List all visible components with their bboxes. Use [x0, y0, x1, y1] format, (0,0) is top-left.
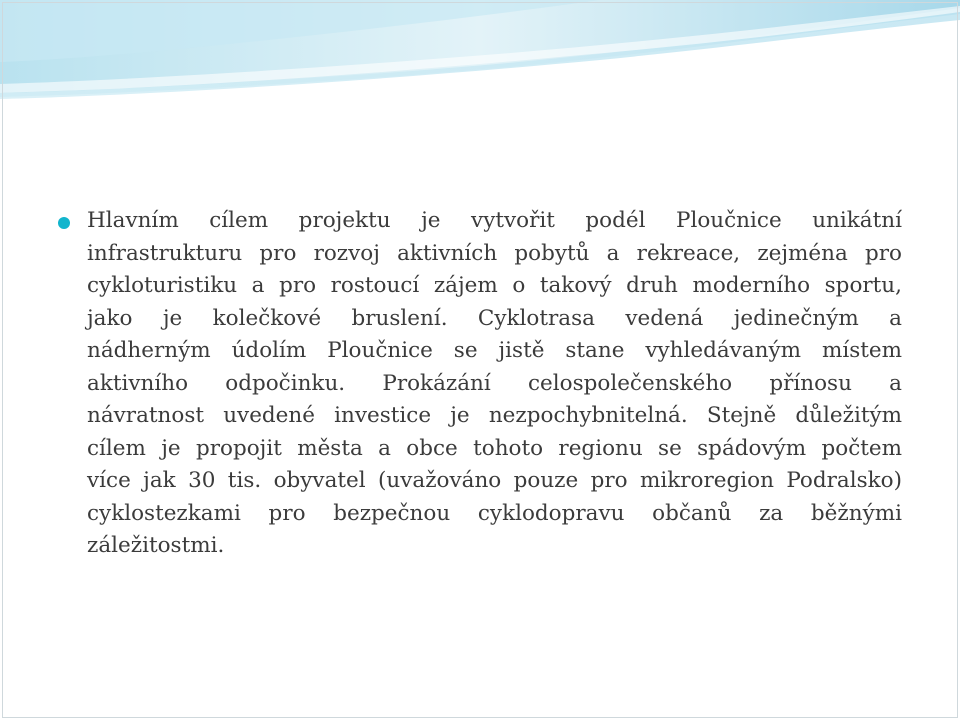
- paragraph-line: nádherným údolím Ploučnice se jistě stane vyhledávaným místem: [87, 338, 902, 363]
- paragraph-line: cykloturistiku a pro rostoucí zájem o takový druh moderního sportu,: [87, 273, 902, 298]
- paragraph-line: cyklostezkami pro bezpečnou cyklodopravu občanů za běžnými: [87, 500, 902, 526]
- paragraph-line: více jak 30 tis. obyvatel (uvažováno pouze pro mikroregion Podralsko): [87, 468, 902, 493]
- paragraph-line: infrastrukturu pro rozvoj aktivních pobytů a rekreace, zejména pro: [87, 240, 902, 266]
- paragraph-line: jako je kolečkové bruslení. Cyklotrasa vedená jedinečným a: [87, 305, 902, 331]
- bullet-icon: [58, 217, 70, 229]
- bullet-paragraph: [87, 205, 902, 563]
- paragraph-line: záležitostmi.: [87, 533, 225, 558]
- paragraph-line: Hlavním cílem projektu je vytvořit podél Ploučnice unikátní: [87, 208, 902, 233]
- paragraph-line: návratnost uvedené investice je nezpochybnitelná. Stejně důležitým: [87, 403, 902, 428]
- paragraph-line: cílem je propojit města a obce tohoto regionu se spádovým počtem: [87, 435, 902, 461]
- header-wave-decoration: [0, 0, 960, 120]
- paragraph-line: aktivního odpočinku. Prokázání celospolečenského přínosu a: [87, 370, 902, 396]
